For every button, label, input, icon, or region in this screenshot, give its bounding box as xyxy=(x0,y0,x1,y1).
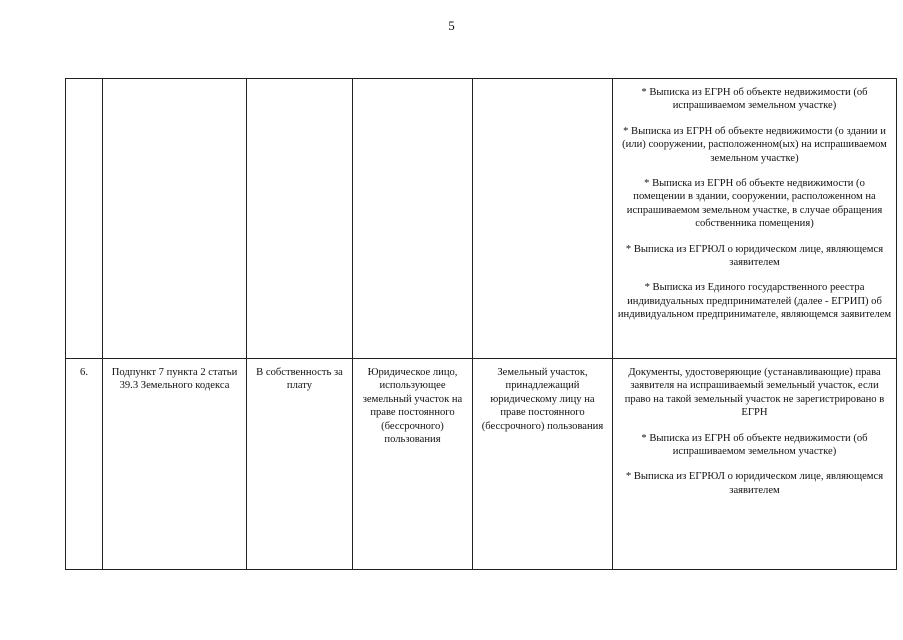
procedure-table xyxy=(65,78,897,570)
document-item: Документы, удостоверяющие (устанавливающие) права заявителя на испрашиваемый земельный участок, если право на такой земельный участок не зарегистрировано в ЕГРН xyxy=(624,367,885,419)
provision-type-cell: В собственность за плату xyxy=(247,359,353,570)
document-item: * Выписка из ЕГРН об объекте недвижимости (о здании и (или) сооружении, расположенном(ых) на испрашиваемом земельном участке) xyxy=(622,125,887,164)
document-item: * Выписка из ЕГРН об объекте недвижимости (о помещении в здании, сооружении, расположенном на испрашиваемом земельном участке, в случае обращения собственника помещения) xyxy=(626,178,883,230)
document-item: * Выписка из Единого государственного реестра индивидуальных предпринимателей (далее - ЕГРИП) об индивидуальном предпринимателе, являющемся заявителем xyxy=(617,282,892,321)
applicant-cell xyxy=(353,79,473,359)
legal-basis-cell: Подпункт 7 пункта 2 статьи 39.3 Земельного кодекса xyxy=(103,359,247,570)
legal-basis-cell xyxy=(103,79,247,359)
documents-cell xyxy=(613,79,897,359)
applicant-cell: Юридическое лицо, использующее земельный участок на праве постоянного (бессрочного) пользования xyxy=(353,359,473,570)
provision-type-cell xyxy=(247,79,353,359)
documents-cell xyxy=(613,359,897,570)
document-item: * Выписка из ЕГРН об объекте недвижимости (об испрашиваемом земельном участке) xyxy=(641,87,868,112)
table-row xyxy=(66,79,897,359)
document-item: * Выписка из ЕГРН об объекте недвижимости (об испрашиваемом земельном участке) xyxy=(641,432,868,458)
table-row xyxy=(66,359,897,570)
document-item: * Выписка из ЕГРЮЛ о юридическом лице, являющемся заявителем xyxy=(625,243,884,269)
row-number-cell: 6. xyxy=(66,359,103,570)
land-plot-cell: Земельный участок, принадлежащий юридическому лицу на праве постоянного (бессрочного) пользования xyxy=(473,359,613,570)
document-item: * Выписка из ЕГРЮЛ о юридическом лице, являющемся заявителем xyxy=(625,471,884,496)
page-number: 5 xyxy=(448,18,455,33)
row-number-cell xyxy=(66,79,103,359)
land-plot-cell xyxy=(473,79,613,359)
